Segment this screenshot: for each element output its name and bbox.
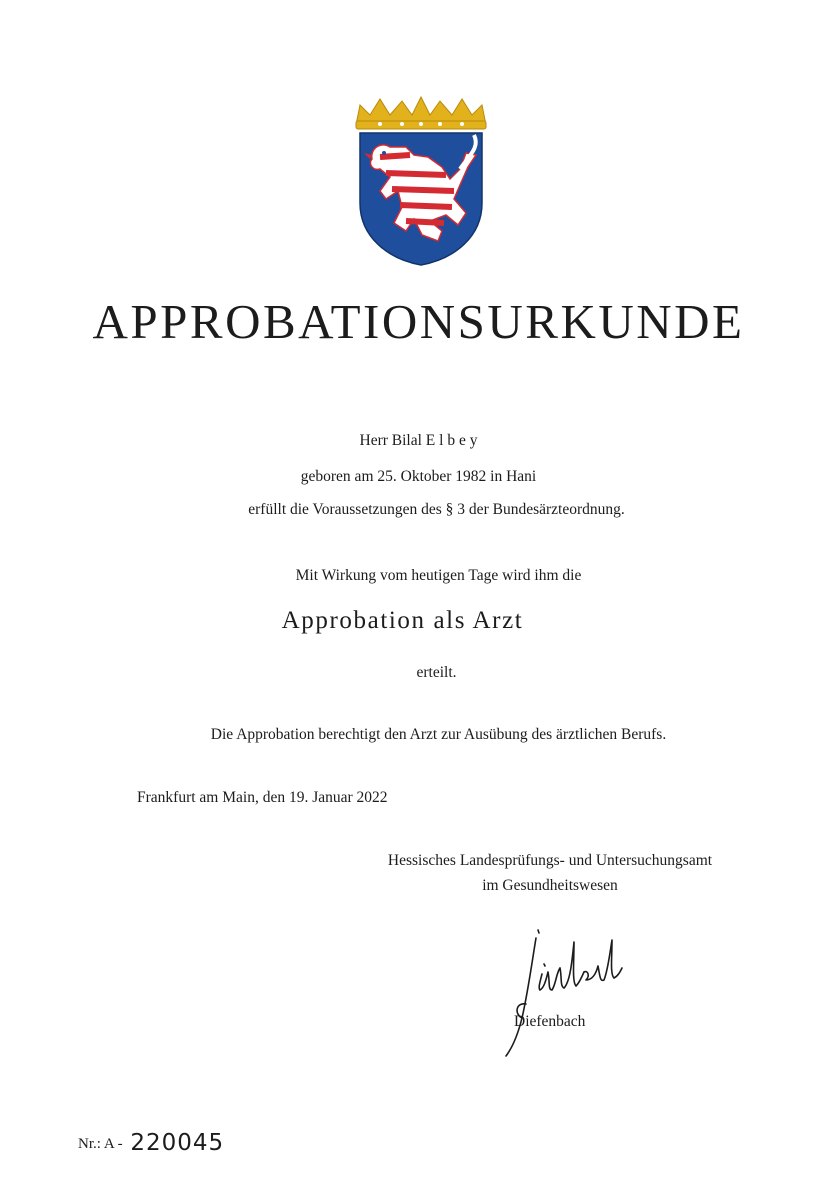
- effect-line: Mit Wirkung vom heutigen Tage wird ihm die: [295, 567, 582, 584]
- issuing-authority: [340, 848, 760, 898]
- number-prefix: Nr.: A -: [78, 1136, 123, 1152]
- birth-line: geboren am 25. Oktober 1982 in Hani: [300, 468, 537, 485]
- requirements-line: erfüllt die Voraussetzungen des § 3 der Bundesärzteordnung.: [248, 501, 625, 518]
- document-title: APPROBATIONSURKUNDE: [92, 294, 745, 349]
- number-value: 220045: [130, 1130, 225, 1156]
- coat-of-arms-icon: [350, 95, 492, 267]
- signature-icon: [492, 922, 642, 1062]
- place-date: Frankfurt am Main, den 19. Januar 2022: [137, 789, 388, 806]
- granted-line: erteilt.: [416, 664, 457, 681]
- rights-line: Die Approbation berechtigt den Arzt zur Ausübung des ärztlichen Berufs.: [210, 726, 667, 743]
- signer-name: Diefenbach: [514, 1013, 586, 1030]
- document-number: [78, 1128, 224, 1154]
- authority-line-2: im Gesundheitswesen: [482, 877, 618, 894]
- approbation-heading: Approbation als Arzt: [281, 607, 524, 634]
- recipient-line: Herr Bilal E l b e y: [359, 432, 478, 449]
- authority-line-1: Hessisches Landesprüfungs- und Untersuchungsamt: [387, 852, 713, 869]
